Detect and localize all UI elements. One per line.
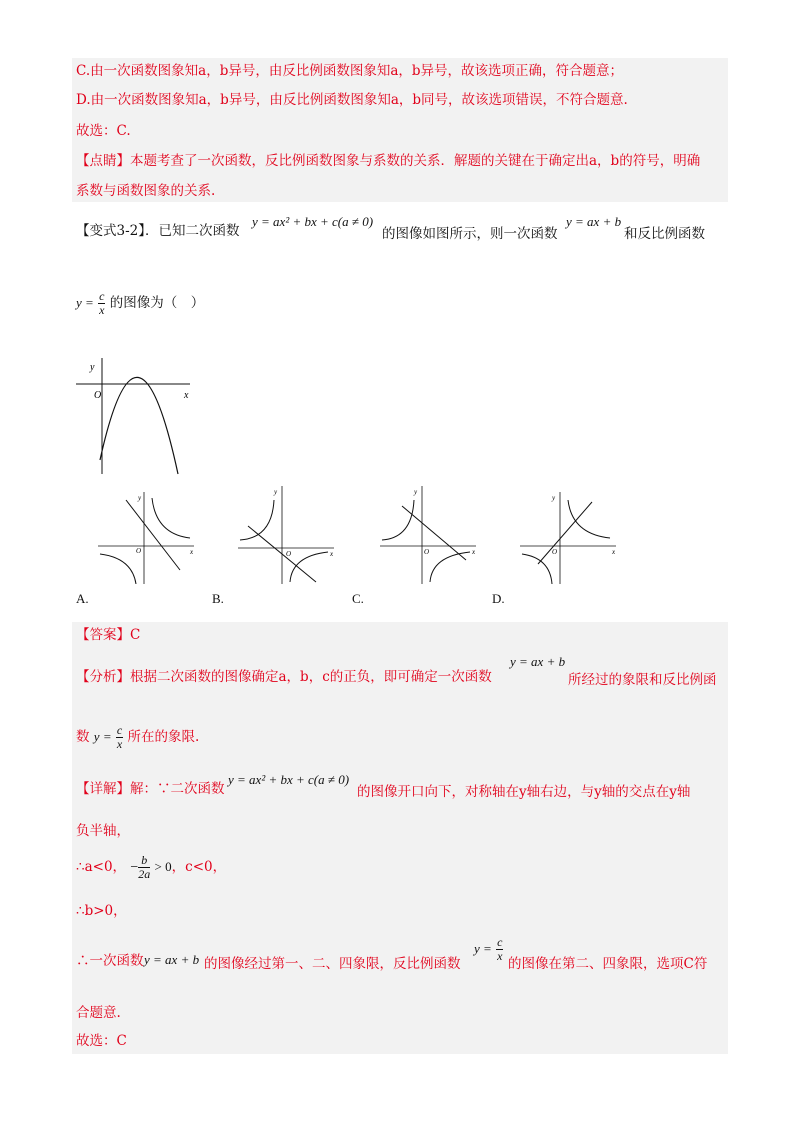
option-b-graph: [236, 486, 336, 584]
analysis-text-2: 所经过的象限和反比例函: [568, 672, 717, 688]
answer-tag: 【答案】: [76, 627, 130, 643]
axis-y: y: [138, 494, 142, 502]
linear-equation: y = ax + b: [566, 214, 622, 229]
analysis-line-3: [76, 724, 199, 751]
answer-value: C: [130, 627, 141, 643]
condition-c: ，c<0，: [171, 859, 227, 875]
analysis-inv-fraction: $\frac{c}{x}$: [116, 723, 123, 751]
note-tag: 【点睛】: [76, 153, 130, 169]
question-text-2: 的图像如图所示，则一次函数: [382, 226, 558, 242]
analysis-tag: 【分析】: [76, 669, 130, 685]
option-b-label[interactable]: B.: [212, 591, 224, 606]
axis-o: O: [136, 547, 142, 555]
result-text-2: 的图像经过第一、二、四象限，反比例函数: [204, 956, 461, 972]
quadratic-equation: y = ax² + bx + c(a ≠ 0): [252, 214, 374, 229]
choice-line: 故选：C.: [76, 123, 131, 139]
axis-x: x: [190, 548, 194, 556]
condition-line-2: ∴b>0，: [76, 903, 127, 919]
result-text-1: ∴一次函数: [76, 953, 144, 969]
question-tag: 【变式3-2】: [76, 223, 145, 239]
parabola-graph: [74, 358, 194, 478]
option-c-explanation: C.由一次函数图象知a，b异号，由反比例函数图象知a，b异号，故该选项正确，符合题意；: [76, 63, 624, 79]
analysis-text-3a: 数: [76, 729, 90, 745]
analysis-inv-y: y =: [93, 729, 112, 744]
detail-line-1: [76, 780, 225, 798]
result-inverse-eq: y = $\frac{c}{x}$: [474, 935, 503, 963]
option-d-label[interactable]: D.: [492, 591, 505, 606]
y-axis-label: y: [90, 362, 95, 373]
origin-label: O: [94, 390, 102, 401]
option-a-label[interactable]: A.: [76, 591, 89, 606]
result-text-3: 的图像在第二、四象限，选项C符: [508, 956, 708, 972]
option-c-label[interactable]: C.: [352, 591, 364, 606]
svg-text:y: y: [414, 488, 418, 496]
question-line-1: [76, 222, 240, 240]
option-d-graph: [518, 492, 618, 584]
condition-fraction: $\frac{b}{2a}$: [138, 853, 151, 881]
x-axis-label: x: [184, 390, 189, 401]
result-line-1: [76, 952, 144, 970]
condition-a: ∴a<0，: [76, 859, 127, 875]
svg-text:x: x: [612, 548, 616, 556]
result-linear-eq: y = ax + b: [144, 952, 200, 967]
final-choice: 故选：C: [76, 1033, 127, 1049]
condition-line-1: ∴a<0， − $\frac{b}{2a}$ > 0，c<0，: [76, 853, 227, 881]
result-line-2: 合题意.: [76, 1005, 121, 1021]
svg-text:y: y: [552, 494, 556, 502]
question-text-1: ．已知二次函数: [145, 223, 240, 239]
svg-text:x: x: [472, 548, 476, 556]
option-c-graph: [378, 486, 478, 584]
condition-gt: > 0: [154, 859, 172, 874]
inverse-eq-y: y =: [76, 295, 94, 310]
detail-quadratic-eq: y = ax² + bx + c(a ≠ 0): [228, 772, 350, 787]
svg-text:x: x: [330, 550, 334, 558]
analysis-linear-eq: y = ax + b: [510, 654, 566, 669]
note-line-2: 系数与函数图象的关系.: [76, 183, 216, 199]
detail-text-1: 解：∵二次函数: [130, 781, 225, 797]
inverse-eq-fraction: $\frac{c}{x}$: [99, 289, 105, 317]
detail-line-2: 负半轴，: [76, 823, 130, 839]
question-line-2: [76, 290, 204, 317]
svg-text:O: O: [424, 548, 430, 556]
detail-tag: 【详解】: [76, 781, 130, 797]
question-text-3: 和反比例函数: [624, 226, 705, 242]
note-line-1: [76, 152, 700, 170]
svg-text:O: O: [286, 550, 292, 558]
analysis-text-1: 根据二次函数的图像确定a，b，c的正负，即可确定一次函数: [130, 669, 492, 685]
svg-text:y: y: [274, 488, 278, 496]
analysis-text-3b: 所在的象限.: [127, 729, 200, 745]
note-text-1: 本题考查了一次函数，反比例函数图象与系数的关系．解题的关键在于确定出a，b的符号，明确: [130, 153, 701, 169]
analysis-line-1: [76, 668, 492, 686]
option-d-explanation: D.由一次函数图象知a，b异号，由反比例函数图象知a，b同号，故该选项错误，不符合题意.: [76, 92, 628, 108]
answer-line: [76, 626, 140, 644]
svg-text:O: O: [552, 548, 558, 556]
question-text-4: 的图像为（ ）: [109, 295, 205, 311]
detail-text-2: 的图像开口向下，对称轴在y轴右边，与y轴的交点在y轴: [357, 784, 691, 800]
option-a-graph: [96, 492, 196, 584]
